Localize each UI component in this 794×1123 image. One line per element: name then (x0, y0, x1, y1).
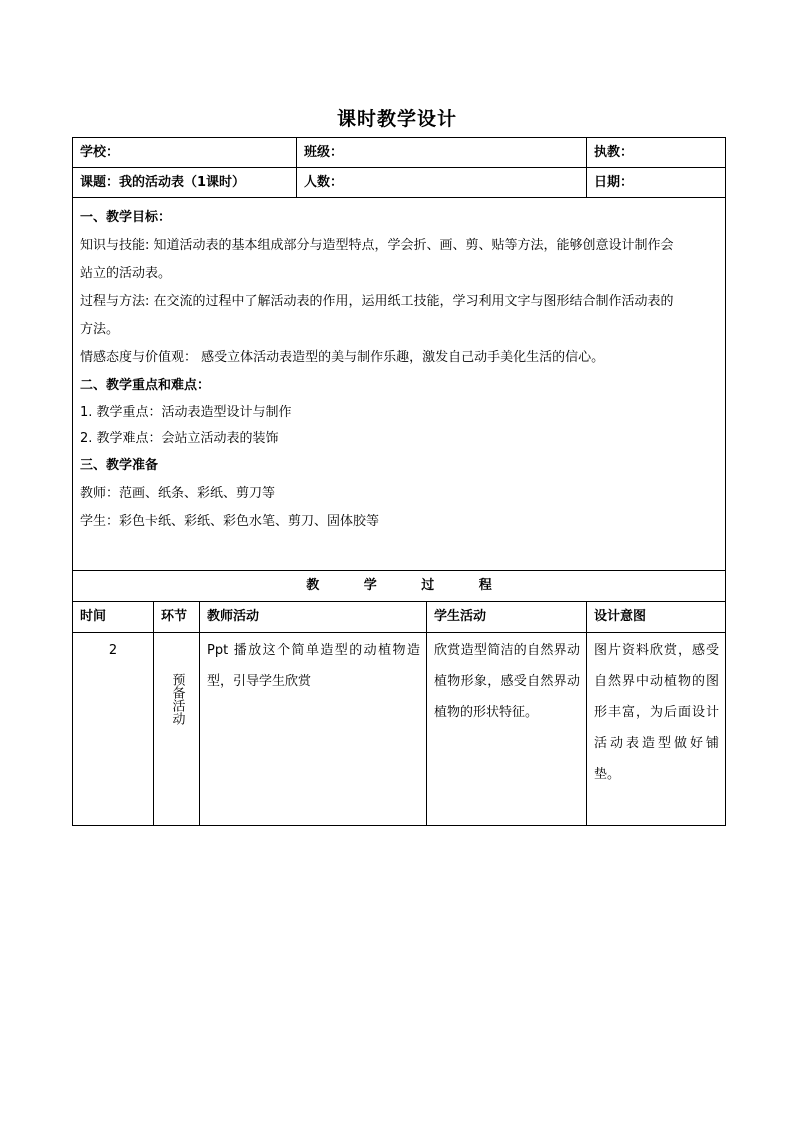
goals-section (73, 198, 726, 571)
key-points-heading: 二、教学重点和难点： (80, 378, 211, 393)
process-title: 教 学 过 程 (73, 571, 726, 602)
knowledge-line-2: 站立的活动表。 (80, 266, 172, 281)
document-title: 课时教学设计 (336, 108, 457, 130)
lesson-plan-table (72, 137, 725, 826)
process-title-row (73, 571, 726, 602)
process-column-headers (73, 602, 726, 633)
class-field: 班级： (297, 138, 587, 168)
col-teacher: 教师活动 (200, 602, 427, 633)
goals-heading: 一、教学目标： (80, 210, 172, 225)
row-stage: 预备活动 (169, 673, 185, 725)
row-student-activity: 欣赏造型简洁的自然界动植物形象，感受自然界动植物的形状特征。 (427, 633, 587, 826)
topic-field: 课题：我的活动表（1课时） (73, 168, 297, 198)
key-point-item: 1. 教学重点：活动表造型设计与制作 (80, 405, 292, 420)
date-field: 日期： (587, 168, 726, 198)
col-student: 学生活动 (427, 602, 587, 633)
count-field: 人数： (297, 168, 587, 198)
header-row-1 (73, 138, 726, 168)
knowledge-line-1: 知识与技能: 知道活动表的基本组成部分与造型特点，学会折、画、剪、贴等方法，能够创意设计制作会 (80, 238, 674, 253)
row-time: 2 (73, 633, 154, 826)
preparation-heading: 三、教学准备 (80, 458, 159, 473)
teacher-prep: 教师：范画、纸条、彩纸、剪刀等 (80, 486, 276, 501)
process-line-1: 过程与方法: 在交流的过程中了解活动表的作用，运用纸工技能，学习利用文字与图形结合制作活动表的 (80, 294, 674, 309)
col-stage: 环节 (154, 602, 200, 633)
teacher-field: 执教： (587, 138, 726, 168)
col-time: 时间 (73, 602, 154, 633)
process-line-2: 方法。 (80, 322, 120, 337)
emotion-line: 情感态度与价值观： 感受立体活动表造型的美与制作乐趣，激发自己动手美化生活的信心。 (80, 350, 605, 365)
row-design-intent: 图片资料欣赏，感受自然界中动植物的图形丰富，为后面设计活动表造型做好铺垫。 (587, 633, 726, 826)
header-row-2 (73, 168, 726, 198)
table-row (73, 633, 726, 826)
difficulty-item: 2. 教学难点：会站立活动表的装饰 (80, 431, 279, 446)
row-teacher-activity: Ppt 播放这个简单造型的动植物造型，引导学生欣赏 (200, 633, 427, 826)
row-stage-cell (154, 633, 200, 826)
student-prep: 学生：彩色卡纸、彩纸、彩色水笔、剪刀、固体胶等 (80, 514, 380, 529)
col-intent: 设计意图 (587, 602, 726, 633)
school-field: 学校： (73, 138, 297, 168)
